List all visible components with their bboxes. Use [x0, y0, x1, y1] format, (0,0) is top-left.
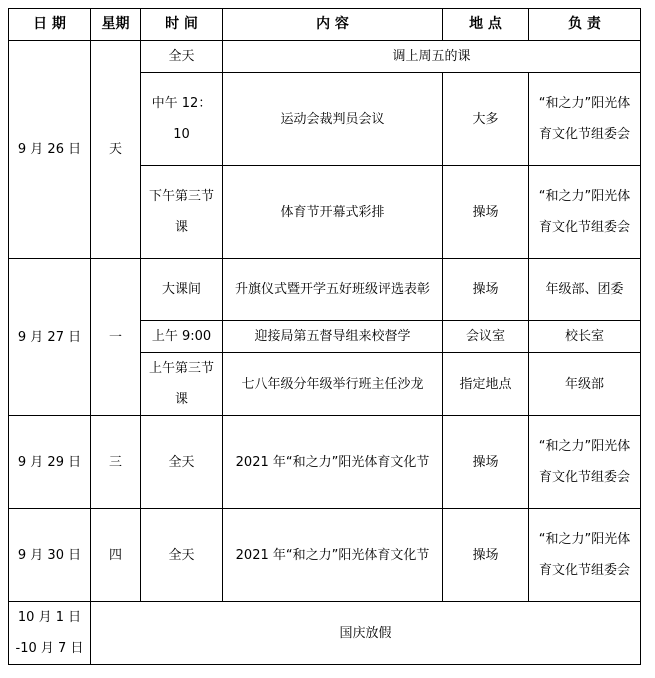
table-row	[9, 41, 641, 73]
responsible-cell: “和之力”阳光体育文化节组委会	[529, 416, 641, 509]
date-cell: 9 月 30 日	[9, 509, 91, 602]
location-cell: 大多	[443, 73, 529, 166]
header-responsible: 负 责	[529, 9, 641, 41]
date-cell: 9 月 29 日	[9, 416, 91, 509]
table-row	[9, 416, 641, 509]
weekday-cell: 四	[91, 509, 141, 602]
content-cell: 国庆放假	[91, 602, 641, 665]
time-cell: 全天	[141, 41, 223, 73]
date-cell: 10 月 1 日 -10 月 7 日	[9, 602, 91, 665]
content-cell: 调上周五的课	[223, 41, 641, 73]
weekday-cell: 一	[91, 259, 141, 416]
location-cell: 操场	[443, 259, 529, 321]
table-row	[9, 602, 641, 665]
location-cell: 会议室	[443, 321, 529, 353]
time-cell: 全天	[141, 509, 223, 602]
location-cell: 指定地点	[443, 353, 529, 416]
responsible-cell: “和之力”阳光体育文化节组委会	[529, 166, 641, 259]
location-cell: 操场	[443, 166, 529, 259]
table-row	[9, 509, 641, 602]
location-cell: 操场	[443, 416, 529, 509]
time-cell: 上午 9:00	[141, 321, 223, 353]
header-weekday: 星期	[91, 9, 141, 41]
content-cell: 2021 年“和之力”阳光体育文化节	[223, 509, 443, 602]
header-content: 内 容	[223, 9, 443, 41]
responsible-cell: “和之力”阳光体育文化节组委会	[529, 509, 641, 602]
weekday-cell: 三	[91, 416, 141, 509]
content-cell: 体育节开幕式彩排	[223, 166, 443, 259]
responsible-cell: “和之力”阳光体育文化节组委会	[529, 73, 641, 166]
header-date: 日 期	[9, 9, 91, 41]
content-cell: 升旗仪式暨开学五好班级评选表彰	[223, 259, 443, 321]
header-row	[9, 9, 641, 41]
time-cell: 中午 12：10	[141, 73, 223, 166]
content-cell: 七八年级分年级举行班主任沙龙	[223, 353, 443, 416]
responsible-cell: 年级部、团委	[529, 259, 641, 321]
content-cell: 迎接局第五督导组来校督学	[223, 321, 443, 353]
location-cell: 操场	[443, 509, 529, 602]
time-cell: 下午第三节课	[141, 166, 223, 259]
date-cell: 9 月 27 日	[9, 259, 91, 416]
schedule-table	[8, 8, 641, 665]
responsible-cell: 年级部	[529, 353, 641, 416]
time-cell: 大课间	[141, 259, 223, 321]
time-cell: 上午第三节课	[141, 353, 223, 416]
content-cell: 运动会裁判员会议	[223, 73, 443, 166]
weekday-cell: 天	[91, 41, 141, 259]
header-location: 地 点	[443, 9, 529, 41]
table-row	[9, 259, 641, 321]
responsible-cell: 校长室	[529, 321, 641, 353]
content-cell: 2021 年“和之力”阳光体育文化节	[223, 416, 443, 509]
time-cell: 全天	[141, 416, 223, 509]
header-time: 时 间	[141, 9, 223, 41]
date-cell: 9 月 26 日	[9, 41, 91, 259]
